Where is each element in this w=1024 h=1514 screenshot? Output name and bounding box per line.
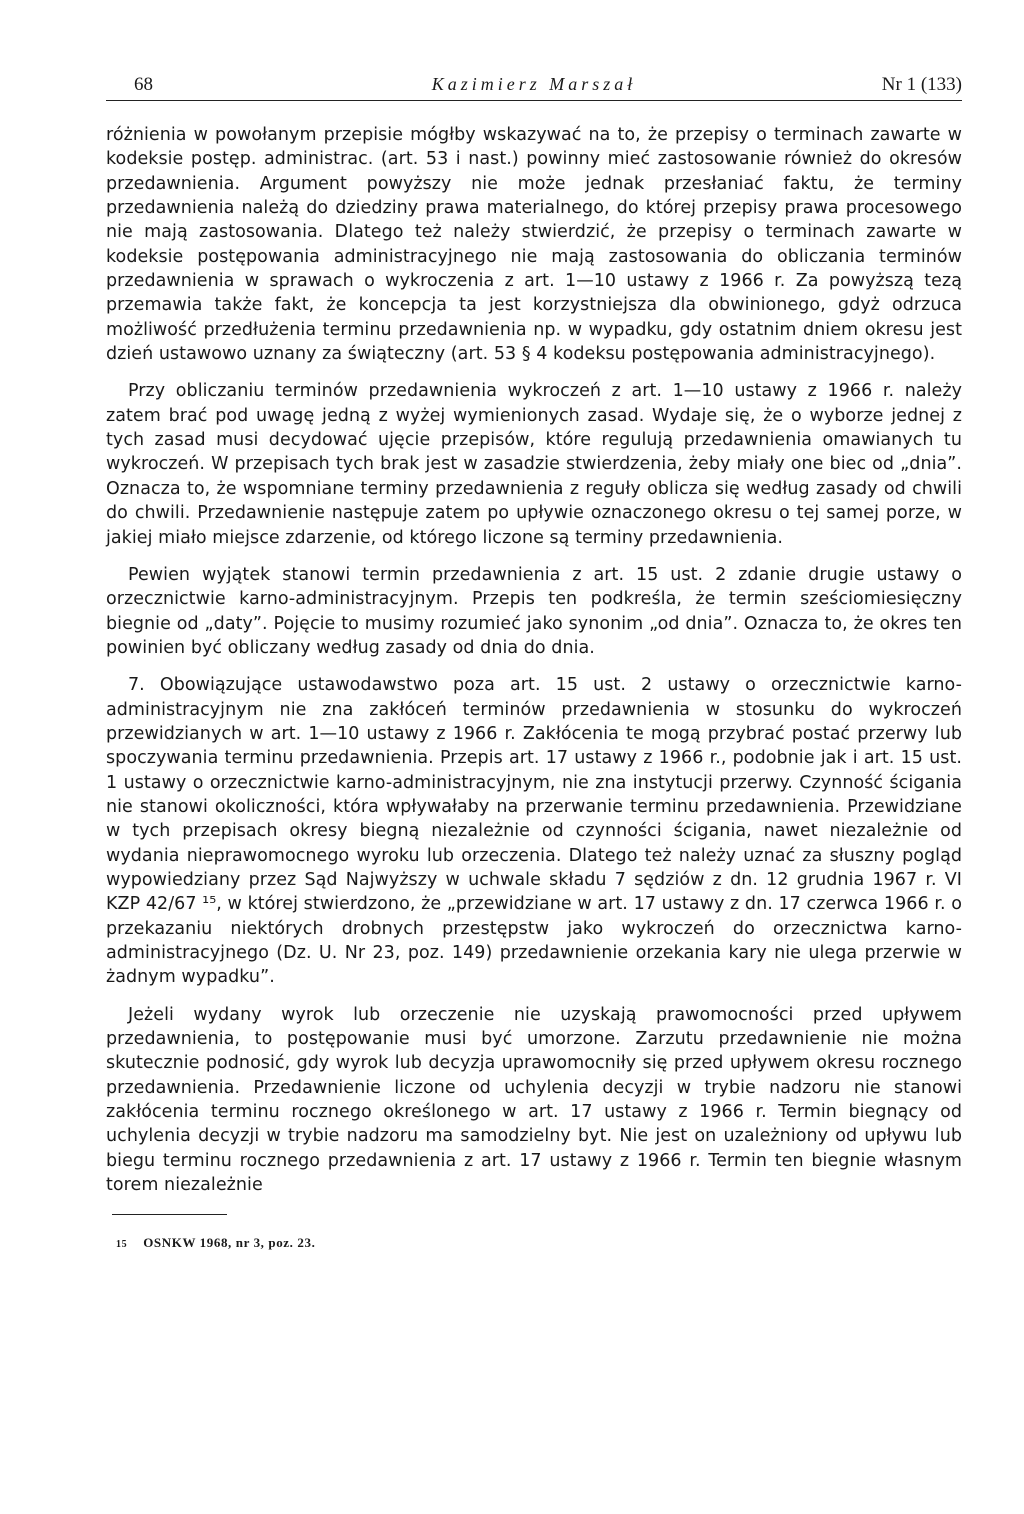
page-number: 68 [134, 74, 153, 95]
issue-number: Nr 1 (133) [881, 74, 962, 95]
article-body [106, 123, 962, 1197]
running-head-author: Kazimierz Marszał [431, 74, 637, 94]
paragraph: Przy obliczaniu terminów przedawnienia wykroczeń z art. 1—10 ustawy z 1966 r. należy zatem brać pod uwagę jedną z wyżej wymienionych zasad. Wydaje się, że o wyborze jednej z tych zasad musi decydować ujęcie przepisów, które regulują przedawnienia omawianych tu wykroczeń. W przepisach tych brak jest w zasadzie stwierdzenia, żeby miały one biec od „dnia”. Oznacza to, że wspomniane terminy przedawnienia z reguły oblicza się według zasady od chwili do chwili. Przedawnienie następuje zatem po upływie oznaczonego okresu o tej samej porze, w jakiej miało miejsce zdarzenie, od którego liczone są terminy przedawnienia. [106, 381, 962, 548]
paragraph: Pewien wyjątek stanowi termin przedawnienia z art. 15 ust. 2 zdanie drugie ustawy o orzecznictwie karno-administracyjnym. Przepis ten podkreśla, że termin sześciomiesięczny biegnie od „daty”. Pojęcie to musimy rozumieć jako synonim „od dnia”. Oznacza to, że okres ten powinien być obliczany według zasady od dnia do dnia. [106, 564, 962, 658]
footnote-text: OSNKW 1968, nr 3, poz. 23. [143, 1235, 316, 1251]
footnote [116, 1235, 962, 1251]
paragraph: Jeżeli wydany wyrok lub orzeczenie nie uzyskają prawomocności przed upływem przedawnienia, to postępowanie musi być umorzone. Zarzutu przedawnienie nie można skutecznie podnosić, gdy wyrok lub decyzja uprawomocniły się przed upływem okresu rocznego przedawnienia. Przedawnienie liczone od uchylenia decyzji w trybie nadzoru nie stanowi zakłócenia terminu rocznego określonego w art. 17 ustawy z 1966 r. Termin biegnący od uchylenia decyzji w trybie nadzoru ma samodzielny byt. Nie jest on uzależniony od upływu lub biegu terminu rocznego przedawnienia z art. 17 ustawy z 1966 r. Termin ten biegnie własnym torem niezależnie [106, 1004, 962, 1196]
page [106, 66, 962, 1251]
footnote-marker: 15 [116, 1239, 128, 1251]
running-header [106, 66, 962, 101]
paragraph-section-7: 7. Obowiązujące ustawodawstwo poza art. 15 ust. 2 ustawy o orzecznictwie karno-administracyjnym nie zna zakłóceń terminów przedawnienia w stosunku do wykroczeń przewidzianych w art. 1—10 ustawy z 1966 r. Zakłócenia te mogą przybrać postać przerwy lub spoczywania terminu przedawnienia. Przepis art. 17 ustawy z 1966 r., podobnie jak i art. 15 ust. 1 ustawy o orzecznictwie karno-administracyjnym, nie zna instytucji przerwy. Czynność ścigania nie stanowi okoliczności, która wpływałaby na przerwanie terminu przedawnienia. Przewidziane w tych przepisach okresy biegną niezależnie od czynności ścigania, nawet niezależnie od wydania nieprawomocnego wyroku lub orzeczenia. Dlatego też należy uznać za słuszny pogląd wypowiedziany przez Sąd Najwyższy w uchwale składu 7 sędziów z dn. 12 grudnia 1967 r. VI KZP 42/67 ¹⁵, w której stwierdzono, że „przewidziane w art. 17 ustawy z dn. 17 czerwca 1966 r. o przekazaniu niektórych drobnych przestępstw jako wykroczeń do orzecznictwa karno-administracyjnego (Dz. U. Nr 23, poz. 149) przedawnienie orzekania kary nie ulega przerwie w żadnym wypadku”. [106, 675, 962, 988]
footnote-divider [112, 1214, 227, 1215]
paragraph: różnienia w powołanym przepisie mógłby wskazywać na to, że przepisy o terminach zawarte w kodeksie postęp. administrac. (art. 53 i nast.) powinny mieć zastosowanie również do okresów przedawnienia. Argument powyższy nie może jednak przesłaniać faktu, że terminy przedawnienia należą do dziedziny prawa materialnego, do której przepisy prawa procesowego nie mają zastosowania. Dlatego też należy stwierdzić, że przepisy o terminach zawarte w kodeksie postępowania administracyjnego nie mają zastosowania do obliczania terminów przedawnienia w sprawach o wykroczenia z art. 1—10 ustawy z 1966 r. Za powyższą tezą przemawia także fakt, że koncepcja ta jest korzystniejsza dla obwinionego, gdyż odrzuca możliwość przedłużenia terminu przedawnienia np. w wypadku, gdy ostatnim dniem okresu jest dzień ustawowo uznany za świąteczny (art. 53 § 4 kodeksu postępowania administracyjnego). [106, 125, 962, 365]
